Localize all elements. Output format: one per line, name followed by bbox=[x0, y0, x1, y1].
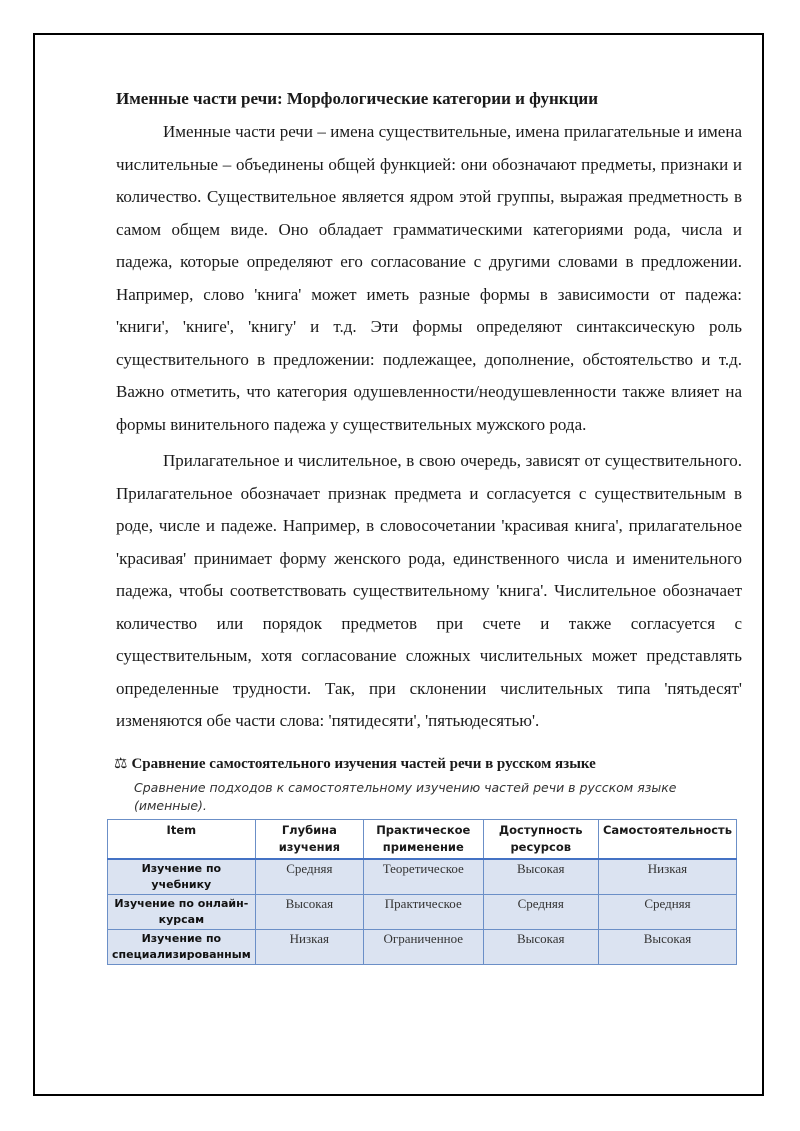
comparison-table bbox=[107, 819, 737, 965]
row-label: Изучение по онлайн-курсам bbox=[108, 894, 256, 929]
table-cell: Средняя bbox=[483, 894, 598, 929]
table-cell: Высокая bbox=[483, 929, 598, 964]
table-cell: Низкая bbox=[255, 929, 363, 964]
table-cell: Средняя bbox=[598, 894, 736, 929]
table-row bbox=[108, 894, 737, 929]
table-cell: Высокая bbox=[598, 929, 736, 964]
table-cell: Высокая bbox=[483, 859, 598, 895]
header-depth: Глубина изучения bbox=[255, 819, 363, 859]
table-row bbox=[108, 859, 737, 895]
header-practice: Практическое применение bbox=[364, 819, 483, 859]
table-cell: Практическое bbox=[364, 894, 483, 929]
row-label: Изучение по специализированным bbox=[108, 929, 256, 964]
table-caption: Сравнение подходов к самостоятельному изучению частей речи в русском языке (именные). bbox=[134, 779, 677, 813]
table-title-text: Сравнение самостоятельного изучения частей речи в русском языке bbox=[131, 755, 596, 772]
scales-icon: ⚖ bbox=[114, 755, 128, 772]
paragraph-2: Прилагательное и числительное, в свою очередь, зависят от существительного. Прилагательное обозначает признак предмета и согласуется с существительным в роде, числе и падеже. Например, в словосочетании 'красивая книга', прилагательное 'красивая' принимает форму женского рода, единственного числа и именительного падежа, чтобы соответствовать существительному 'книга'. Числительное обозначает количество или порядок предметов при счете и также согласуется с существительным, хотя согласование сложных числительных может представлять определенные трудности. Так, при склонении числительных типа 'пятьдесят' изменяются обе части слова: 'пятидесяти', 'пятьюдесятью'. bbox=[116, 451, 742, 730]
comparison-section bbox=[112, 754, 742, 965]
table-cell: Ограниченное bbox=[364, 929, 483, 964]
table-cell: Высокая bbox=[255, 894, 363, 929]
header-independence: Самостоятельность bbox=[598, 819, 736, 859]
table-title bbox=[114, 754, 742, 774]
document-body bbox=[112, 86, 742, 965]
header-availability: Доступность ресурсов bbox=[483, 819, 598, 859]
table-cell: Низкая bbox=[598, 859, 736, 895]
table-row bbox=[108, 929, 737, 964]
header-item: Item bbox=[108, 819, 256, 859]
table-cell: Средняя bbox=[255, 859, 363, 895]
table-header-row bbox=[108, 819, 737, 859]
document-heading: Именные части речи: Морфологические категории и функции bbox=[116, 89, 598, 108]
row-label: Изучение по учебнику bbox=[108, 859, 256, 895]
paragraph-1: Именные части речи – имена существительные, имена прилагательные и имена числительные – объединены общей функцией: они обозначают предметы, признаки и количество. Существительное является ядром этой группы, выражая предметность в самом общем виде. Оно обладает грамматическими категориями рода, числа и падежа, которые определяют его согласование с другими словами в предложении. Например, слово 'книга' может иметь разные формы в зависимости от падежа: 'книги', 'книге', 'книгу' и т.д. Эти формы определяют синтаксическую роль существительного в предложении: подлежащее, дополнение, обстоятельство и т.д. Важно отметить, что категория одушевленности/неодушевленности также влияет на формы винительного падежа у существительных мужского рода. bbox=[116, 122, 742, 434]
table-cell: Теоретическое bbox=[364, 859, 483, 895]
